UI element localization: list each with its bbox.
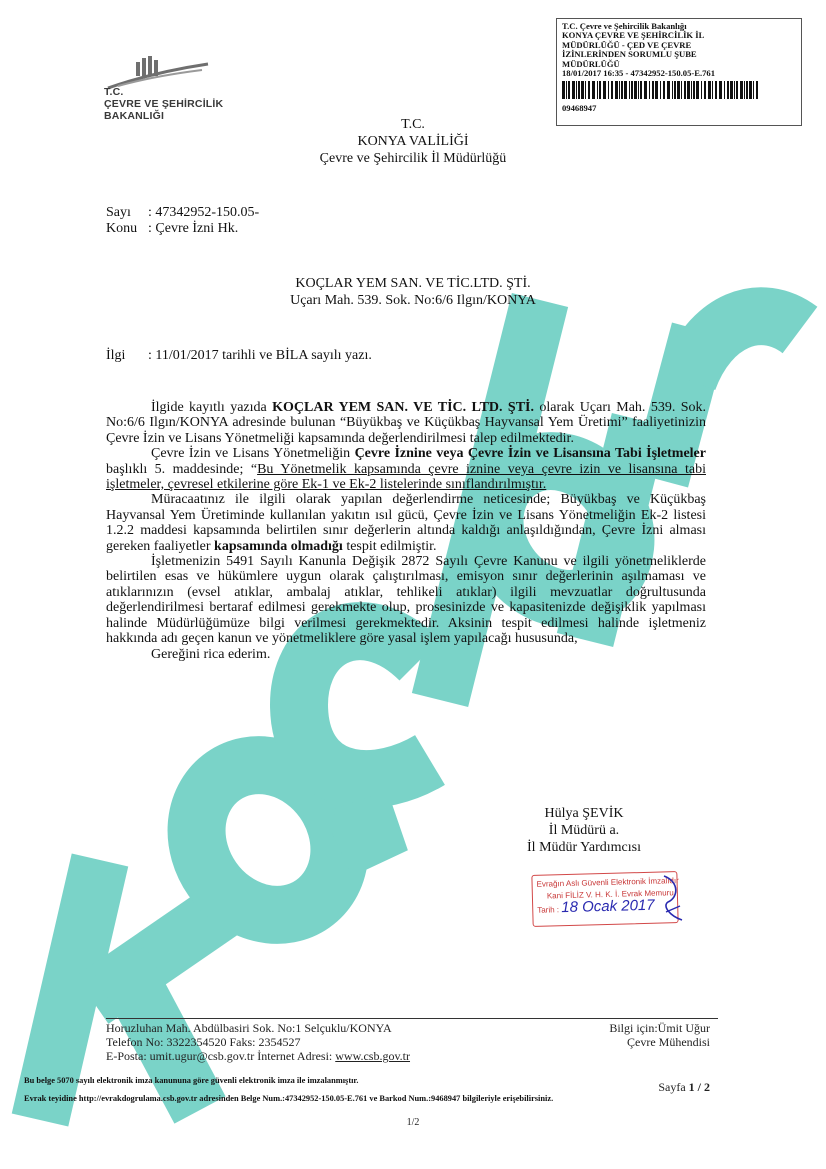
letterhead [213,116,613,167]
e-signature-notice: Bu belge 5070 sayılı elektronik imza kanununa göre güvenli elektronik imza ile imzalanmıştır. [24,1076,359,1085]
logo-line-1: T.C. [104,86,124,98]
footer-info-title: Çevre Mühendisi [627,1035,710,1049]
logo-line-2: ÇEVRE VE ŞEHİRCİLİK [104,98,224,110]
ilgi-value: : 11/01/2017 tarihli ve BİLA sayılı yazı. [148,348,372,363]
article-title-bold: Çevre İznine veya Çevre İzin ve Lisansına Tabi İşletmeler [354,446,706,462]
barcode-number: 09468947 [562,102,597,113]
not-in-scope-bold: kapsamında olmadığı [214,538,343,554]
sayi-label: Sayı [106,205,131,220]
header-line-1: T.C. [401,117,425,132]
paragraph-5: Gereğini rica ederim. [151,646,271,662]
receipt-stamp-date-label: Tarih : [537,905,560,915]
sayi-value: : 47342952-150.05- [148,205,260,220]
ministry-logo-text [104,86,223,122]
header-line-3: Çevre ve Şehircilik İl Müdürlüğü [319,151,507,166]
letter-body [106,400,706,662]
receipt-stamp-line-1: Evrağın Aslı Güvenli Elektronik İmzalıdır [536,876,679,889]
stamp-line-3: MÜDÜRLÜĞÜ - ÇED VE ÇEVRE [562,39,692,50]
footer-divider [106,1018,718,1019]
recipient-name: KOÇLAR YEM SAN. VE TİC.LTD. ŞTİ. [295,276,531,291]
barcode-icon [562,81,762,99]
registry-stamp [556,18,802,126]
footer-website-link[interactable]: www.csb.gov.tr [335,1049,411,1063]
footer-info [560,1021,710,1049]
footer-phone: Telefon No: 3322354520 Faks: 2354527 [106,1035,301,1049]
footer-contact [106,1021,410,1063]
footer-info-contact: Bilgi için:Ümit Uğur [609,1021,710,1035]
stamp-line-5: MÜDÜRLÜĞÜ [562,58,620,69]
konu-label: Konu [106,221,138,236]
footer-address: Horuzluhan Mah. Abdülbasiri Sok. No:1 Selçuklu/KONYA [106,1021,392,1035]
ilgi-row [106,347,372,365]
paragraph-3: Müracaatınız ile ilgili olarak yapılan değerlendirme neticesinde; Büyükbaş ve Küçükbaş Hayvansal Yem Üretiminde kullanılan yakıtın ısıl gücü, Çevre İzin ve Lisans Yönetmeliğin Ek-2 listesi 1.2.2 maddesi kapsamında belirtilen sınır değerlerin altında kaldığı anlaşıldığından, Çevre İzni alması gereken faaliyetler kapsamında olmadığı tespit edilmiştir. [106,492,706,554]
logo-line-3: BAKANLIĞI [104,110,165,122]
footer-email: E-Posta: umit.ugur@csb.gov.tr İnternet Adresi: [106,1049,336,1063]
receipt-stamp [531,871,678,927]
regulation-quote: Bu Yönetmelik kapsamında çevre iznine veya çevre izin ve lisansına tabi işletmeler, çevresel etkilerine göre Ek-1 ve Ek-2 listelerinde sınıflandırılmıştır. [106,461,706,493]
stamp-line-2: KONYA ÇEVRE VE ŞEHİRCİLİK İL [562,30,705,41]
recipient-address: Uçarı Mah. 539. Sok. No:6/6 Ilgın/KONYA [290,293,536,308]
stamp-line-6: 18/01/2017 16:35 - 47342952-150.05-E.761 [562,68,716,79]
signatory-title-1: İl Müdürü a. [548,823,620,838]
paragraph-4: İşletmenizin 5491 Sayılı Kanunla Değişik 2872 Sayılı Çevre Kanunu ve ilgili yönetmeliklerde belirtilen esas ve hükümlere uygun olarak çalıştırılması, emisyon sınır değerlerinin aşılmaması ve atıklarınızın (evsel atıklar, ambalaj atıklar, tehlikeli atıklar) ilgili mevzuatlar doğrultusunda değerlendirilmesi bertaraf edilmesi gerekmekte olup, prosesinizde ve kapasitenizde değişiklik yapılması halinde Müdürlüğümüze bilgi verilmesi gerekmektedir. Aksinin tespit edilmesi halinde işletmeniz hakkında adı geçen kanun ve yönetmeliklere göre yasal işlem yapılacağı hususunda, [106,554,706,647]
company-name-bold: KOÇLAR YEM SAN. VE TİC. LTD. ŞTİ. [272,400,535,415]
page-number: 1 / 2 [688,1080,710,1094]
paragraph-1: İlgide kayıtlı yazıda KOÇLAR YEM SAN. VE TİC. LTD. ŞTİ. olarak Uçarı Mah. 539. Sok. No:6/6 Ilgın/KONYA adresinde bulunan “Büyükbaş ve Küçükbaş Hayvansal Yem Üretimi” faaliyetinizin Çevre İzin ve Lisans Yönetmeliği kapsamında değerlendirilmesi talep edilmektedir. [106,400,706,446]
page-indicator: Sayfa 1 / 2 [658,1080,710,1094]
signature-block [504,805,664,856]
receipt-stamp-line-2: Kani FİLİZ V. H. K. İ. Evrak Memuru [546,888,674,901]
handwritten-initial-icon [660,872,686,924]
receipt-stamp-date: 18 Ocak 2017 [561,896,655,917]
signatory-name: Hülya ŞEVİK [544,806,624,821]
stamp-line-4: İZİNLERİNDEN SORUMLU ŞUBE [562,49,697,60]
konu-row [106,220,238,238]
signatory-title-2: İl Müdür Yardımcısı [527,840,641,855]
paragraph-2: Çevre İzin ve Lisans Yönetmeliğin Çevre İznine veya Çevre İzin ve Lisansına Tabi İşletmeler başlıklı 5. maddesinde; “Bu Yönetmelik kapsamında çevre iznine veya çevre izin ve lisansına tabi işletmeler, çevresel etkilerine göre Ek-1 ve Ek-2 listelerinde sınıflandırılmıştır. [106,446,706,493]
header-line-2: KONYA VALİLİĞİ [357,134,469,149]
stamp-line-1: T.C. Çevre ve Şehircilik Bakanlığı [562,21,687,31]
page-footer-number: 1/2 [406,1117,420,1128]
verification-notice: Evrak teyidine http://evrakdogrulama.csb.gov.tr adresinden Belge Num.:47342952-150.05-E.761 ve Barkod Num.:9468947 bilgileriyle erişebilirsiniz. [24,1094,554,1103]
recipient-block [213,275,613,309]
ilgi-label: İlgi [106,348,126,363]
konu-value: : Çevre İzni Hk. [148,221,239,236]
